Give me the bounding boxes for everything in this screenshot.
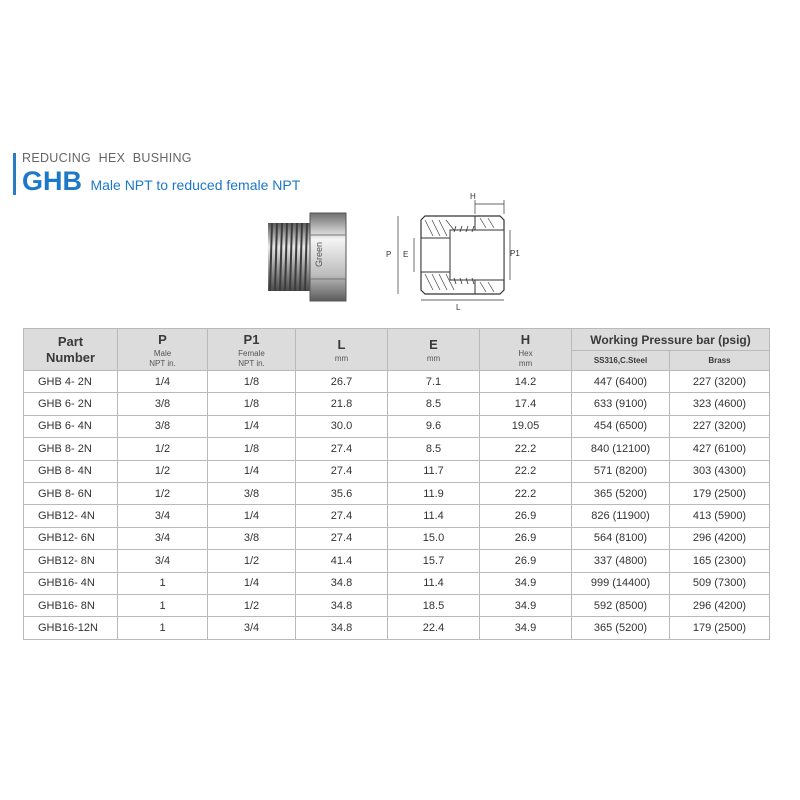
table-row	[24, 550, 770, 572]
cell-e: 11.4	[388, 505, 480, 527]
cell-h: 22.2	[480, 460, 572, 482]
cell-part-number: GHB16- 8N	[24, 594, 118, 616]
cell-part-number: GHB16- 4N	[24, 572, 118, 594]
cell-e: 15.0	[388, 527, 480, 549]
cell-ss-steel: 571 (8200)	[572, 460, 670, 482]
cell-brass: 427 (6100)	[670, 438, 770, 460]
col-p1: P1 Female NPT in.	[208, 329, 296, 371]
cell-l: 41.4	[296, 550, 388, 572]
cell-ss-steel: 564 (8100)	[572, 527, 670, 549]
title-row	[22, 166, 300, 197]
cell-p: 3/8	[118, 415, 208, 437]
cell-e: 11.9	[388, 482, 480, 504]
spec-table-body	[24, 371, 770, 640]
cell-p: 1	[118, 594, 208, 616]
cell-brass: 227 (3200)	[670, 371, 770, 393]
cell-h: 34.9	[480, 572, 572, 594]
cell-part-number: GHB12- 8N	[24, 550, 118, 572]
cell-p1: 3/8	[208, 527, 296, 549]
cell-l: 34.8	[296, 617, 388, 639]
cell-brass: 179 (2500)	[670, 482, 770, 504]
cell-part-number: GHB12- 4N	[24, 505, 118, 527]
cell-p1: 1/2	[208, 550, 296, 572]
cell-ss-steel: 633 (9100)	[572, 393, 670, 415]
cell-brass: 179 (2500)	[670, 617, 770, 639]
cell-h: 17.4	[480, 393, 572, 415]
cell-part-number: GHB 4- 2N	[24, 371, 118, 393]
cell-part-number: GHB 6- 2N	[24, 393, 118, 415]
table-row	[24, 438, 770, 460]
model-code: GHB	[22, 166, 82, 196]
col-ss-steel: SS316,C.Steel	[572, 351, 670, 371]
cell-l: 27.4	[296, 460, 388, 482]
cell-brass: 323 (4600)	[670, 393, 770, 415]
table-row	[24, 617, 770, 639]
col-e: E mm	[388, 329, 480, 371]
col-brass: Brass	[670, 351, 770, 371]
cell-h: 34.9	[480, 617, 572, 639]
svg-text:P1: P1	[510, 249, 520, 258]
cell-h: 19.05	[480, 415, 572, 437]
cell-h: 22.2	[480, 482, 572, 504]
table-row	[24, 527, 770, 549]
cell-e: 15.7	[388, 550, 480, 572]
cell-ss-steel: 365 (5200)	[572, 482, 670, 504]
cell-l: 21.8	[296, 393, 388, 415]
table-row	[24, 572, 770, 594]
cell-p: 3/4	[118, 505, 208, 527]
cell-e: 9.6	[388, 415, 480, 437]
cell-ss-steel: 337 (4800)	[572, 550, 670, 572]
cell-l: 30.0	[296, 415, 388, 437]
cell-p1: 1/2	[208, 594, 296, 616]
cell-p: 3/4	[118, 527, 208, 549]
cell-l: 27.4	[296, 505, 388, 527]
cell-l: 34.8	[296, 594, 388, 616]
cell-p: 1	[118, 572, 208, 594]
cell-l: 26.7	[296, 371, 388, 393]
cell-h: 22.2	[480, 438, 572, 460]
model-description: Male NPT to reduced female NPT	[90, 177, 301, 193]
table-row	[24, 371, 770, 393]
cell-p1: 1/4	[208, 572, 296, 594]
cell-ss-steel: 840 (12100)	[572, 438, 670, 460]
svg-text:Green: Green	[314, 241, 324, 267]
cell-h: 26.9	[480, 505, 572, 527]
cell-e: 22.4	[388, 617, 480, 639]
cell-part-number: GHB16-12N	[24, 617, 118, 639]
svg-text:P: P	[386, 250, 392, 259]
cell-p1: 1/8	[208, 371, 296, 393]
hex-bushing-photo	[262, 205, 362, 305]
cell-p1: 1/4	[208, 505, 296, 527]
cell-p: 1/4	[118, 371, 208, 393]
cell-brass: 227 (3200)	[670, 415, 770, 437]
cell-l: 34.8	[296, 572, 388, 594]
cell-p: 1/2	[118, 438, 208, 460]
cell-p: 3/4	[118, 550, 208, 572]
cell-e: 11.7	[388, 460, 480, 482]
table-row	[24, 505, 770, 527]
cell-h: 14.2	[480, 371, 572, 393]
cell-e: 18.5	[388, 594, 480, 616]
cell-part-number: GHB 6- 4N	[24, 415, 118, 437]
table-row	[24, 482, 770, 504]
cell-part-number: GHB 8- 4N	[24, 460, 118, 482]
cell-p1: 1/4	[208, 460, 296, 482]
col-p: P Male NPT in.	[118, 329, 208, 371]
cell-brass: 296 (4200)	[670, 527, 770, 549]
cell-ss-steel: 592 (8500)	[572, 594, 670, 616]
cell-ss-steel: 365 (5200)	[572, 617, 670, 639]
col-l: L mm	[296, 329, 388, 371]
cell-l: 27.4	[296, 527, 388, 549]
cell-p: 3/8	[118, 393, 208, 415]
table-row	[24, 460, 770, 482]
cell-l: 35.6	[296, 482, 388, 504]
cell-e: 8.5	[388, 438, 480, 460]
col-part-number: Part Number	[24, 329, 118, 371]
accent-bar	[13, 153, 16, 195]
cell-e: 7.1	[388, 371, 480, 393]
cell-p1: 3/8	[208, 482, 296, 504]
table-row	[24, 415, 770, 437]
cell-h: 26.9	[480, 550, 572, 572]
hex-bushing-drawing	[380, 190, 530, 315]
cell-ss-steel: 447 (6400)	[572, 371, 670, 393]
spec-table	[23, 328, 770, 640]
cell-p1: 3/4	[208, 617, 296, 639]
cell-h: 34.9	[480, 594, 572, 616]
table-row	[24, 393, 770, 415]
cell-p1: 1/4	[208, 415, 296, 437]
cell-part-number: GHB 8- 6N	[24, 482, 118, 504]
cell-ss-steel: 826 (11900)	[572, 505, 670, 527]
cell-brass: 509 (7300)	[670, 572, 770, 594]
col-working-pressure: Working Pressure bar (psig)	[572, 329, 770, 351]
col-h: H Hex mm	[480, 329, 572, 371]
cell-p: 1	[118, 617, 208, 639]
cell-p1: 1/8	[208, 393, 296, 415]
cell-brass: 413 (5900)	[670, 505, 770, 527]
cell-l: 27.4	[296, 438, 388, 460]
cell-ss-steel: 999 (14400)	[572, 572, 670, 594]
cell-part-number: GHB 8- 2N	[24, 438, 118, 460]
cell-p1: 1/8	[208, 438, 296, 460]
svg-text:E: E	[403, 250, 409, 259]
cell-brass: 165 (2300)	[670, 550, 770, 572]
svg-text:H: H	[470, 192, 476, 201]
table-row	[24, 594, 770, 616]
cell-e: 8.5	[388, 393, 480, 415]
cell-ss-steel: 454 (6500)	[572, 415, 670, 437]
cell-e: 11.4	[388, 572, 480, 594]
svg-text:L: L	[456, 303, 461, 312]
cell-brass: 296 (4200)	[670, 594, 770, 616]
cell-p: 1/2	[118, 482, 208, 504]
section-subtitle: REDUCING HEX BUSHING	[22, 151, 192, 165]
cell-brass: 303 (4300)	[670, 460, 770, 482]
cell-p: 1/2	[118, 460, 208, 482]
cell-h: 26.9	[480, 527, 572, 549]
cell-part-number: GHB12- 6N	[24, 527, 118, 549]
